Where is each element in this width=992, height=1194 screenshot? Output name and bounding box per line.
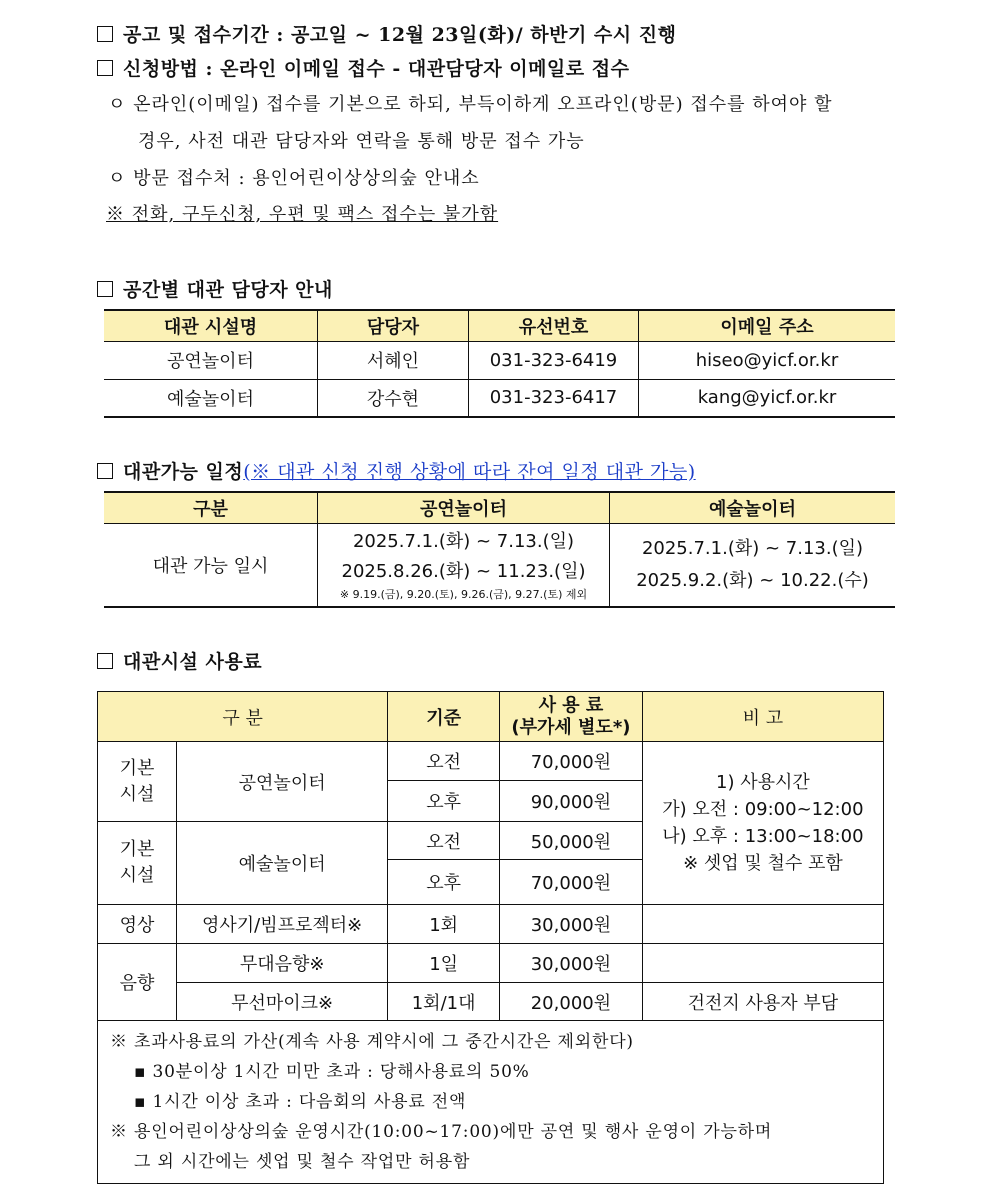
- notice-bullet1-line1: ㅇ 온라인(이메일) 접수를 기본으로 하되, 부득이하게 오프라인(방문) 접수를 하여야 할: [108, 94, 833, 115]
- schedule-heading-text: 대관가능 일정: [123, 461, 244, 483]
- fees-audio-label: 음향: [98, 944, 177, 1021]
- fees-header-fee: [500, 692, 643, 742]
- notice-method: [97, 54, 629, 81]
- contacts-header-phone: 유선번호: [469, 310, 639, 341]
- fees-note-line: 1) 사용시간: [716, 772, 810, 793]
- table-row: [104, 523, 895, 607]
- schedule-art-cell: [610, 523, 896, 607]
- notice-period-text: 공고 및 접수기간 : 공고일 ~ 12월 23일(화)/ 하반기 수시 진행: [123, 24, 677, 46]
- schedule-note: (※ 대관 신청 진행 상황에 따라 잔여 일정 대관 가능): [243, 461, 696, 483]
- contact-facility: 공연놀이터: [104, 341, 318, 379]
- notice-bullet2: ㅇ 방문 접수처 : 용인어린이상상의숲 안내소: [108, 168, 480, 189]
- fees-note-line: ※ 셋업 및 철수 포함: [683, 853, 843, 874]
- fees-mic: 무선마이크※: [177, 983, 388, 1021]
- fees-table: [97, 691, 884, 1184]
- notice-bullet1-line2: 경우, 사전 대관 담당자와 연락을 통해 방문 접수 가능: [138, 131, 585, 152]
- contact-manager: 강수현: [318, 379, 469, 417]
- fees-note-line: 나) 오후 : 13:00~18:00: [662, 826, 864, 847]
- schedule-row-label: 대관 가능 일시: [104, 523, 318, 607]
- contacts-heading-text: 공간별 대관 담당자 안내: [123, 279, 333, 301]
- fees-note-cell: [642, 742, 883, 905]
- fees-stage-basis: 1일: [388, 944, 500, 983]
- fees-mic-note: 건전지 사용자 부담: [642, 983, 883, 1021]
- fees-art-name: 예술놀이터: [177, 822, 388, 905]
- fees-footer-row: [98, 1021, 884, 1184]
- schedule-heading: [97, 457, 696, 484]
- checkbox-square-icon: [97, 26, 113, 42]
- schedule-art-range: 2025.7.1.(화) ~ 7.13.(일): [641, 537, 864, 559]
- fees-perf-am: 오전: [388, 742, 500, 781]
- fees-footer-line: ▪ 1시간 이상 초과 : 다음회의 사용료 전액: [134, 1092, 467, 1112]
- fees-basic-label: 기본 시설: [98, 822, 177, 905]
- schedule-performance-range: 2025.8.26.(화) ~ 11.23.(일): [341, 560, 586, 582]
- fees-video-label: 영상: [98, 905, 177, 944]
- fees-perf-pm-fee: 90,000원: [500, 781, 643, 822]
- schedule-art-range: 2025.9.2.(화) ~ 10.22.(수): [636, 569, 869, 591]
- schedule-table: [104, 491, 895, 608]
- fees-heading-text: 대관시설 사용료: [123, 651, 263, 673]
- table-row: [104, 379, 895, 417]
- table-row: [98, 983, 884, 1021]
- fees-footer-line: 그 외 시간에는 셋업 및 철수 작업만 허용함: [134, 1152, 471, 1172]
- fees-footer-line: ※ 용인어린이상상의숲 운영시간(10:00~17:00)에만 공연 및 행사 운영이 가능하며: [110, 1122, 773, 1142]
- fees-video-note: [642, 905, 883, 944]
- fees-art-pm-fee: 70,000원: [500, 860, 643, 905]
- checkbox-square-icon: [97, 463, 113, 479]
- fees-mic-fee: 20,000원: [500, 983, 643, 1021]
- fees-header-fee-label: 사 용 료: [538, 694, 604, 716]
- fees-basic-label: 기본 시설: [98, 742, 177, 822]
- contacts-heading: [97, 275, 333, 302]
- fees-header-fee-sub: (부가세 별도*): [511, 716, 631, 738]
- checkbox-square-icon: [97, 60, 113, 76]
- table-row: [98, 905, 884, 944]
- checkbox-square-icon: [97, 281, 113, 297]
- fees-heading: [97, 647, 262, 674]
- schedule-performance-cell: [318, 523, 610, 607]
- contacts-header-facility: 대관 시설명: [104, 310, 318, 341]
- fees-header-note: 비 고: [642, 692, 883, 742]
- fees-video-item: 영사기/빔프로젝터※: [177, 905, 388, 944]
- fees-art-am-fee: 50,000원: [500, 822, 643, 860]
- table-row: [98, 742, 884, 781]
- contact-email[interactable]: kang@yicf.or.kr: [639, 379, 896, 417]
- contacts-table: [104, 309, 895, 418]
- notice-method-text: 신청방법 : 온라인 이메일 접수 - 대관담당자 이메일로 접수: [123, 58, 630, 80]
- contact-facility: 예술놀이터: [104, 379, 318, 417]
- contact-phone: 031-323-6417: [469, 379, 639, 417]
- fees-art-am: 오전: [388, 822, 500, 860]
- contact-manager: 서혜인: [318, 341, 469, 379]
- fees-footer-line: ▪ 30분이상 1시간 미만 초과 : 당해사용료의 50%: [134, 1062, 530, 1082]
- contacts-header-manager: 담당자: [318, 310, 469, 341]
- fees-mic-basis: 1회/1대: [388, 983, 500, 1021]
- fees-video-basis: 1회: [388, 905, 500, 944]
- fees-perf-am-fee: 70,000원: [500, 742, 643, 781]
- contact-email[interactable]: hiseo@yicf.or.kr: [639, 341, 896, 379]
- table-row: [98, 944, 884, 983]
- contacts-header-email: 이메일 주소: [639, 310, 896, 341]
- fees-stage-audio: 무대음향※: [177, 944, 388, 983]
- fees-header-basis: 기준: [388, 692, 500, 742]
- fees-perf-pm: 오후: [388, 781, 500, 822]
- fees-note-line: 가) 오전 : 09:00~12:00: [662, 799, 864, 820]
- fees-stage-note: [642, 944, 883, 983]
- schedule-header-performance: 공연놀이터: [318, 492, 610, 523]
- fees-perf-name: 공연놀이터: [177, 742, 388, 822]
- fees-art-pm: 오후: [388, 860, 500, 905]
- fees-stage-fee: 30,000원: [500, 944, 643, 983]
- fees-header-category: 구 분: [98, 692, 388, 742]
- schedule-performance-exclude: ※ 9.19.(금), 9.20.(토), 9.26.(금), 9.27.(토) 제외: [339, 587, 588, 601]
- fees-footer-line: ※ 초과사용료의 가산(계속 사용 계약시에 그 중간시간은 제외한다): [110, 1032, 634, 1052]
- fees-footer: [98, 1021, 884, 1184]
- schedule-header-category: 구분: [104, 492, 318, 523]
- schedule-performance-range: 2025.7.1.(화) ~ 7.13.(일): [352, 530, 575, 552]
- table-row: [104, 341, 895, 379]
- fees-video-fee: 30,000원: [500, 905, 643, 944]
- notice-warning: ※ 전화, 구두신청, 우편 및 팩스 접수는 불가함: [106, 204, 499, 225]
- checkbox-square-icon: [97, 653, 113, 669]
- contact-phone: 031-323-6419: [469, 341, 639, 379]
- notice-period: [97, 20, 676, 47]
- schedule-header-art: 예술놀이터: [610, 492, 896, 523]
